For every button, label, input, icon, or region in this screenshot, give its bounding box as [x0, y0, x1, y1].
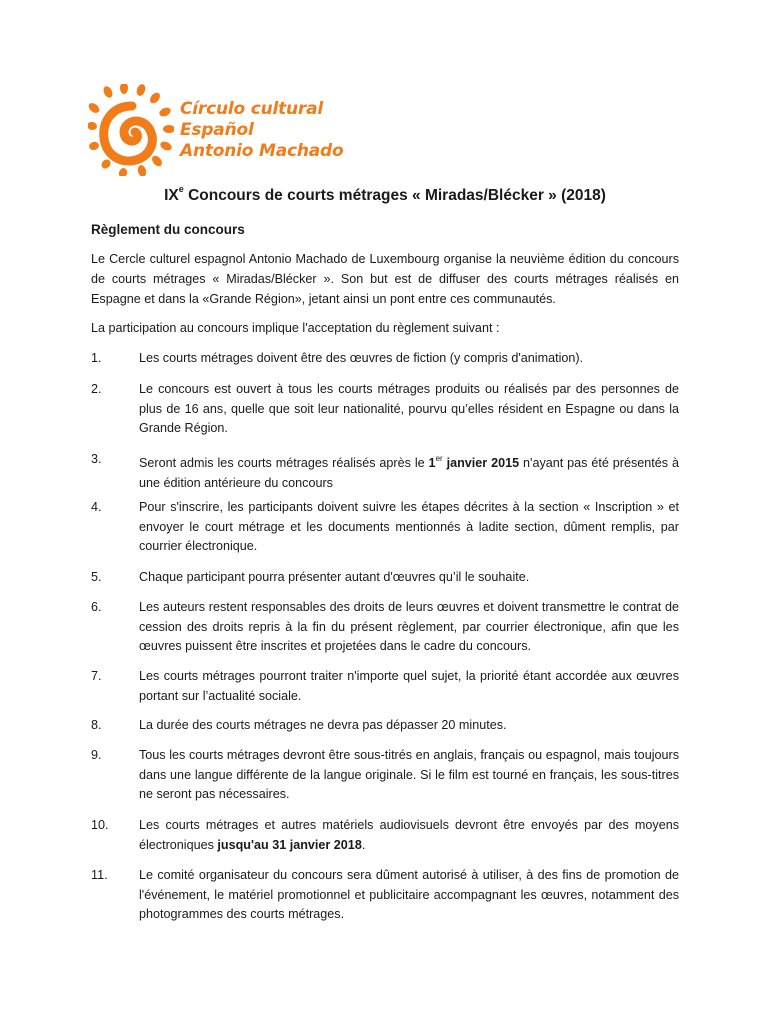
rule-text: Chaque participant pourra présenter autant d'œuvres qu’il le souhaite.	[139, 570, 530, 584]
intro-text: Le Cercle culturel espagnol Antonio Machado de Luxembourg organise la neuvième édition du concours de courts métrages « Miradas/Blécker ». Son but est de diffuser des courts métrages réalisés en Espagne et dans la «Grande Région», jetant ainsi un pont entre ces communautés.	[91, 252, 679, 306]
rule-text: La durée des courts métrages ne devra pas dépasser 20 minutes.	[139, 718, 507, 732]
rule-number: 4.	[91, 500, 102, 514]
rule-number: 2.	[91, 382, 102, 396]
rule-text: Pour s'inscrire, les participants doivent suivre les étapes décrites à la section « Inscription » et envoyer le court métrage et les documents mentionnés à ladite section, dûment remplis, par courrier électronique.	[139, 500, 679, 553]
logo-wordmark	[180, 99, 378, 162]
title-text: Concours de courts métrages « Miradas/Blécker » (2018)	[183, 187, 606, 205]
rule-deadline: jusqu'au 31 janvier 2018	[217, 837, 362, 852]
participation-text: La participation au concours implique l'acceptation du règlement suivant :	[91, 321, 500, 335]
rule-date-day: 1	[428, 456, 436, 471]
rule-number: 8.	[91, 718, 102, 732]
rule-text: Tous les courts métrages devront être sous-titrés en anglais, français ou espagnol, mais toujours dans une langue différente de la langue originale. Si le film est tourné en français, les sous-titres ne seront pas nécessaires.	[139, 748, 679, 801]
section-heading: Règlement du concours	[91, 222, 245, 237]
rule-number: 3.	[91, 452, 102, 466]
rule-text: Les auteurs restent responsables des droits de leurs œuvres et doivent transmettre le contrat de cession des droits repris à la fin du présent règlement, par courrier électronique, afin que les œuvres puissent être inscrites et projetées dans le cadre du concours.	[139, 600, 679, 653]
rule-number: 5.	[91, 570, 102, 584]
rule-text: Le concours est ouvert à tous les courts métrages produits ou réalisés par des personnes de plus de 16 ans, quelle que soit leur nationalité, pourvu qu’elles résident en Espagne ou dans la Grande Région.	[139, 382, 679, 435]
rule-text: Le comité organisateur du concours sera dûment autorisé à utiliser, à des fins de promotion de l'événement, le matériel promotionnel et publicitaire accompagnant les œuvres, notamment des photogrammes des courts métrages.	[139, 868, 679, 921]
rule-text-part: n'ayant pas été présentés à une édition antérieure du concours	[139, 456, 679, 490]
rule-text-part: Seront admis les courts métrages réalisés après le	[139, 456, 429, 471]
rule-date-sup: er	[435, 454, 443, 463]
rule-text: Les courts métrages doivent être des œuvres de fiction (y compris d'animation).	[139, 351, 584, 365]
logo-line-2: Antonio Machado	[180, 141, 344, 161]
rule-text	[139, 450, 679, 493]
rule-number: 1.	[91, 351, 102, 365]
sun-spiral-icon	[88, 84, 174, 176]
logo-line-1: Círculo cultural Español	[180, 99, 324, 140]
rule-number: 7.	[91, 669, 102, 683]
title-roman: IX	[164, 187, 179, 205]
rule-number: 9.	[91, 748, 102, 762]
rule-number: 6.	[91, 600, 102, 614]
rule-number: 10.	[91, 818, 109, 832]
rule-text-part: Les courts métrages et autres matériels audiovisuels devront être envoyés par des moyens électroniques	[139, 818, 679, 852]
rule-date-rest: janvier 2015	[442, 456, 520, 471]
title-sup: e	[178, 184, 184, 194]
document-title	[0, 186, 770, 205]
rule-text-part: .	[361, 837, 366, 852]
organization-logo	[88, 84, 378, 176]
rule-text: Les courts métrages pourront traiter n'importe quel sujet, la priorité étant accordée aux œuvres portant sur l’actualité sociale.	[139, 669, 679, 703]
participation-paragraph	[91, 318, 679, 338]
intro-paragraph	[91, 249, 679, 309]
rule-text	[139, 816, 679, 855]
rule-number: 11.	[91, 868, 108, 882]
